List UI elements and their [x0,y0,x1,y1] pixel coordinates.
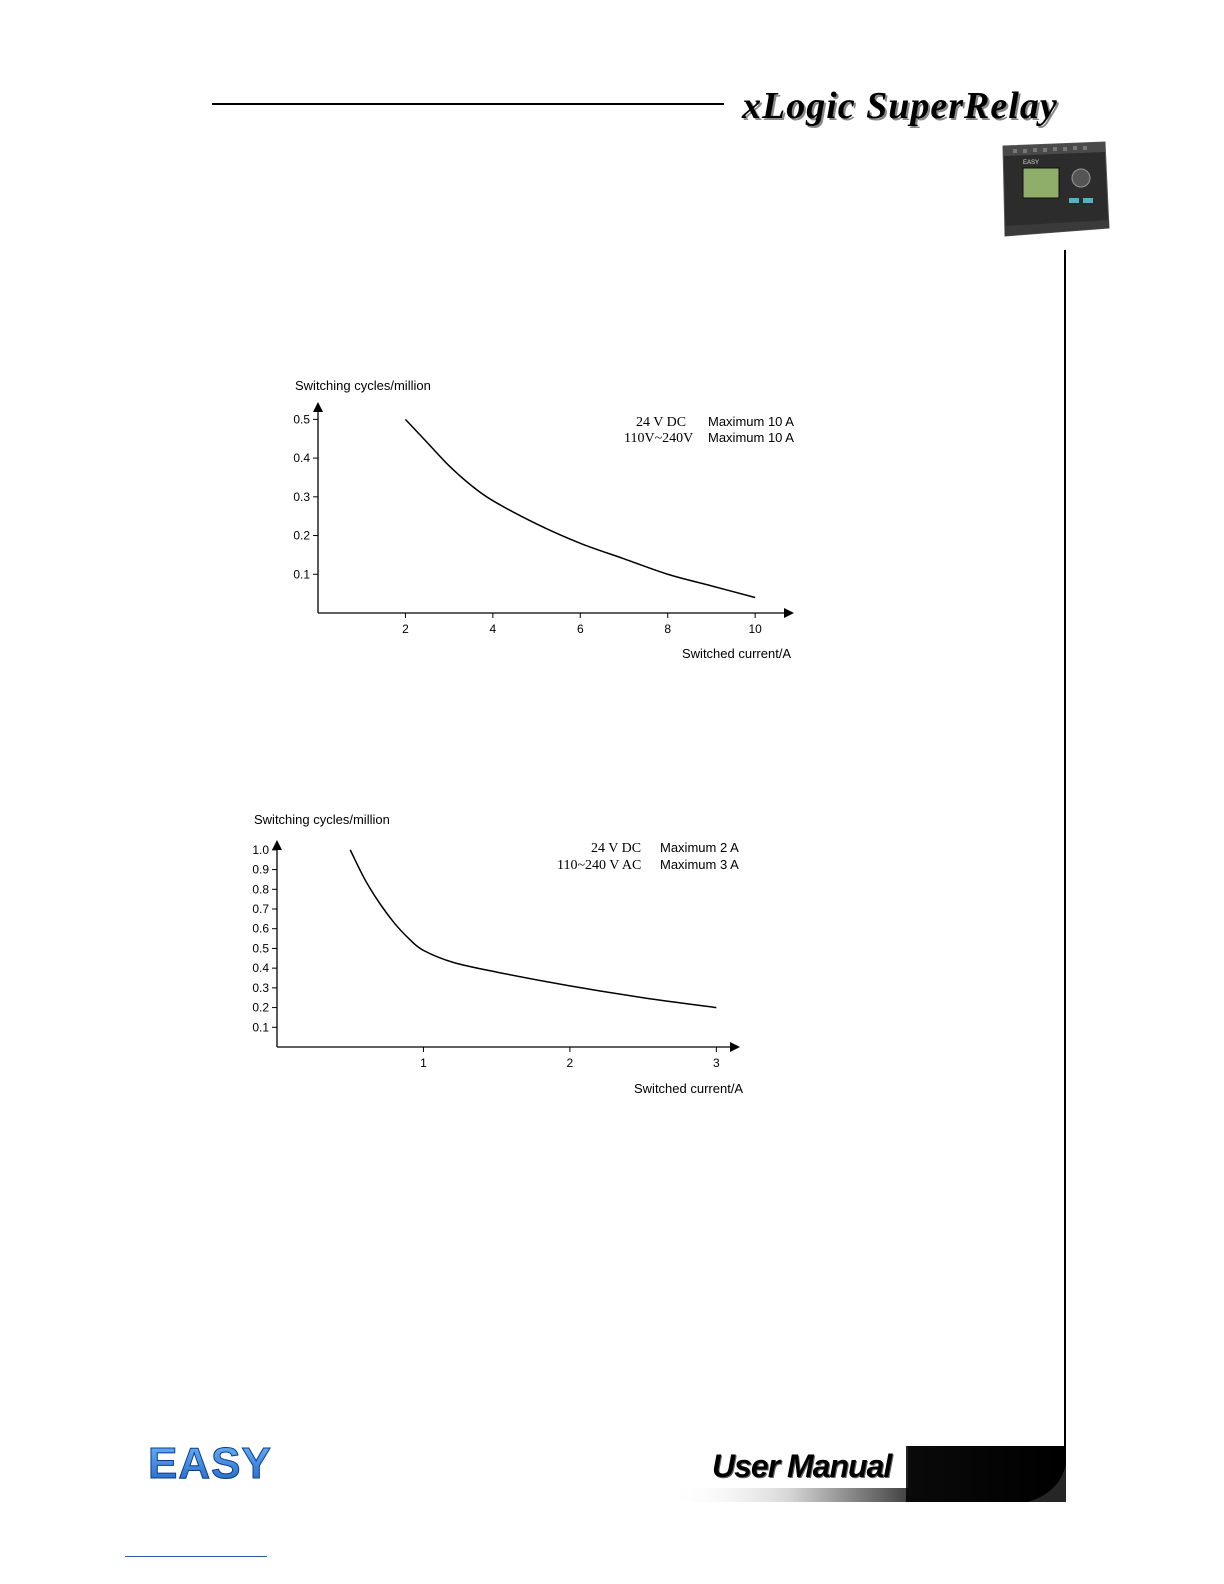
chart2-y-tick-label: 0.3 [252,980,269,995]
chart2-y-arrow [272,840,282,850]
chart2-y-tick-label: 0.2 [252,1000,269,1015]
chart2-y-tick-label: 0.6 [252,921,269,936]
chart1-y-tick-label: 0.4 [293,451,310,466]
chart1-ylabel: Switching cycles/million [295,378,431,393]
chart2-x-arrow [730,1042,740,1052]
chart2-y-tick-label: 0.1 [252,1020,269,1035]
header-title: xLogic SuperRelay [742,85,1058,127]
user-manual-text: User Manual [712,1448,892,1484]
chart2-y-tick-label: 0.5 [252,941,269,956]
chart1-x-tick-label: 2 [402,622,409,636]
chart1-legend-limit-1: Maximum 10 A [708,414,794,429]
footer-link-underline [125,1556,267,1557]
chart2-ylabel: Switching cycles/million [254,812,390,827]
chart2-legend-voltage-2: 110~240 V AC [557,858,642,873]
chart1-xlabel: Switched current/A [682,646,792,661]
chart2-y-tick-label: 1.0 [252,842,269,857]
chart2-y-tick-label: 0.4 [252,961,269,976]
easy-logo [148,1440,294,1482]
chart1-x-tick-label: 4 [489,622,497,636]
chart2-xlabel: Switched current/A [634,1081,744,1096]
chart1-x-tick-label: 10 [748,622,762,636]
chart2-legend-voltage-1: 24 V DC [591,841,642,856]
chart2-y-tick-label: 0.9 [252,862,269,877]
chart2-x-tick-label: 3 [713,1056,720,1070]
chart1-legend-limit-2: Maximum 10 A [708,430,794,445]
chart1-y-tick-label: 0.1 [293,567,310,582]
product-brand: EASY [1023,160,1040,166]
chart2-y-tick-label: 0.7 [252,902,269,916]
chart1-x-tick-label: 6 [576,622,584,636]
chart2-x-tick-label: 2 [566,1056,574,1070]
chart1-y-tick-label: 0.2 [293,528,310,543]
chart2-legend-limit-1: Maximum 2 A [660,840,739,855]
chart1-y-tick-label: 0.5 [293,412,310,427]
chart1-legend-voltage-2: 110V~240V [624,431,694,446]
chart2-legend-limit-2: Maximum 3 A [660,857,739,872]
chart2-x-tick-label: 1 [420,1056,427,1070]
chart2-y-tick-label: 0.8 [252,882,269,897]
easy-logo-text: EASY [148,1440,272,1482]
chart1-y-tick-label: 0.3 [293,489,310,504]
chart1-legend-voltage-1: 24 V DC [636,415,687,430]
chart1-x-tick-label: 8 [664,622,672,636]
chart2-series-line [350,850,716,1008]
